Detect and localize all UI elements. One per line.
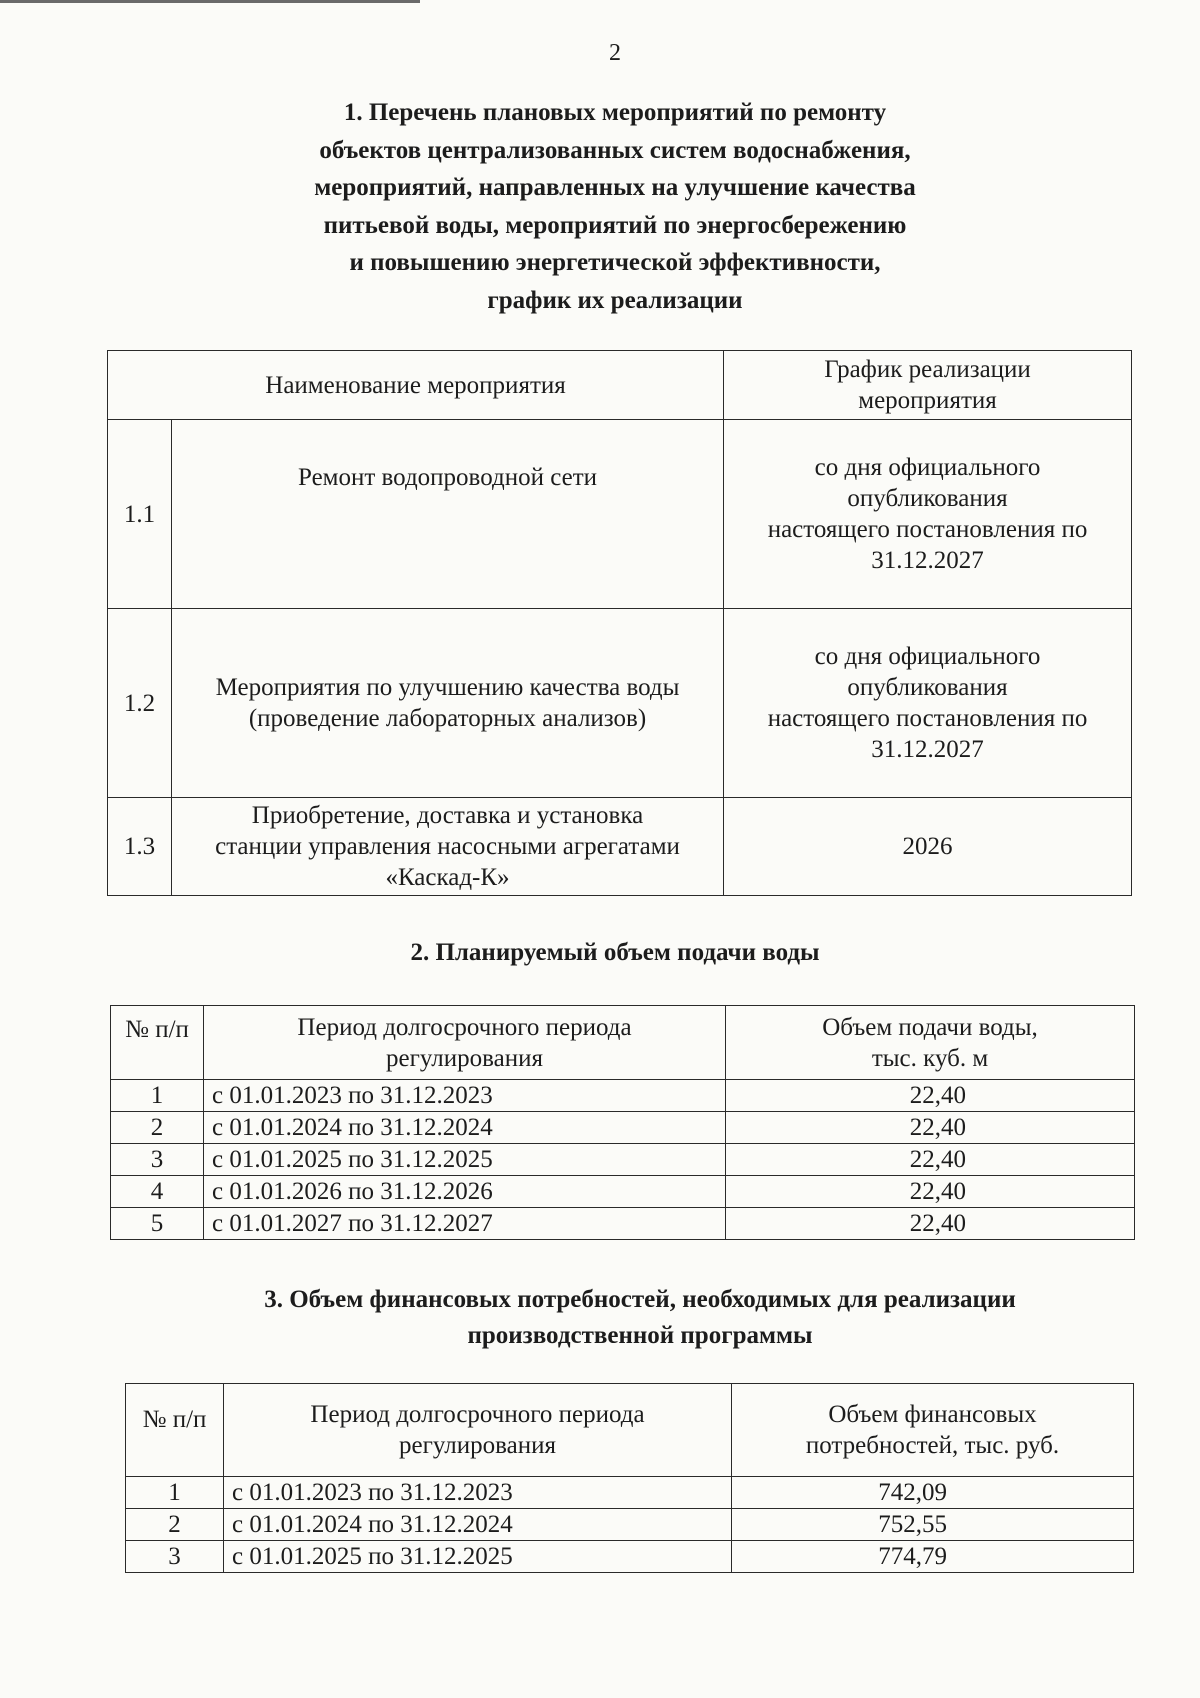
table-row bbox=[111, 1112, 1135, 1144]
section2-title: 2. Планируемый объем подачи воды bbox=[410, 939, 820, 966]
financial-needs-table bbox=[125, 1383, 1134, 1573]
water-volume: 22,40 bbox=[726, 1208, 1135, 1240]
table-header-row bbox=[111, 1006, 1135, 1080]
header-financial-needs: Объем финансовых потребностей, тыс. руб. bbox=[732, 1384, 1134, 1477]
table-header-row bbox=[108, 351, 1132, 420]
header-number: № п/п bbox=[126, 1384, 224, 1477]
water-volume: 22,40 bbox=[726, 1144, 1135, 1176]
measure-schedule: со дня официального опубликования настоящего постановления по 31.12.2027 bbox=[724, 609, 1132, 798]
table-header-row bbox=[126, 1384, 1134, 1477]
measure-name: Ремонт водопроводной сети bbox=[172, 420, 724, 609]
period: с 01.01.2023 по 31.12.2023 bbox=[224, 1477, 732, 1509]
water-volume: 22,40 bbox=[726, 1176, 1135, 1208]
table-row bbox=[126, 1509, 1134, 1541]
row-number: 5 bbox=[111, 1208, 204, 1240]
row-number: 3 bbox=[111, 1144, 204, 1176]
table-row bbox=[111, 1144, 1135, 1176]
table-row bbox=[111, 1080, 1135, 1112]
water-volume: 22,40 bbox=[726, 1112, 1135, 1144]
row-number: 1.1 bbox=[108, 420, 172, 609]
row-number: 1.2 bbox=[108, 609, 172, 798]
period: с 01.01.2027 по 31.12.2027 bbox=[204, 1208, 726, 1240]
measure-schedule: со дня официального опубликования настоящего постановления по 31.12.2027 bbox=[724, 420, 1132, 609]
period: с 01.01.2026 по 31.12.2026 bbox=[204, 1176, 726, 1208]
table-row bbox=[108, 798, 1132, 896]
measure-schedule: 2026 bbox=[724, 798, 1132, 896]
header-water-volume: Объем подачи воды, тыс. куб. м bbox=[726, 1006, 1135, 1080]
measures-table bbox=[107, 350, 1132, 896]
financial-needs: 752,55 bbox=[732, 1509, 1134, 1541]
water-volume: 22,40 bbox=[726, 1080, 1135, 1112]
financial-needs: 774,79 bbox=[732, 1541, 1134, 1573]
scan-edge bbox=[0, 0, 420, 3]
row-number: 3 bbox=[126, 1541, 224, 1573]
row-number: 1 bbox=[126, 1477, 224, 1509]
page-number: 2 bbox=[609, 40, 621, 66]
measure-name: Приобретение, доставка и установка станции управления насосными агрегатами «Каскад-К» bbox=[172, 798, 724, 896]
row-number: 1 bbox=[111, 1080, 204, 1112]
period: с 01.01.2023 по 31.12.2023 bbox=[204, 1080, 726, 1112]
header-schedule: График реализации мероприятия bbox=[724, 351, 1132, 420]
table-row bbox=[126, 1477, 1134, 1509]
header-number: № п/п bbox=[111, 1006, 204, 1080]
financial-needs: 742,09 bbox=[732, 1477, 1134, 1509]
header-period: Период долгосрочного периода регулирования bbox=[204, 1006, 726, 1080]
table-row bbox=[126, 1541, 1134, 1573]
section1-title: 1. Перечень плановых мероприятий по ремонту объектов централизованных систем водоснабжения, мероприятий, направленных на улучшение качества питьевой воды, мероприятий по энергосбережению и повышению энергетической эффективности, график их реализации bbox=[314, 99, 916, 314]
row-number: 1.3 bbox=[108, 798, 172, 896]
period: с 01.01.2024 по 31.12.2024 bbox=[204, 1112, 726, 1144]
table-row bbox=[111, 1176, 1135, 1208]
table-row bbox=[108, 420, 1132, 609]
table-row bbox=[111, 1208, 1135, 1240]
row-number: 2 bbox=[126, 1509, 224, 1541]
period: с 01.01.2025 по 31.12.2025 bbox=[204, 1144, 726, 1176]
period: с 01.01.2025 по 31.12.2025 bbox=[224, 1541, 732, 1573]
section3-title: 3. Объем финансовых потребностей, необходимых для реализации производственной программы bbox=[264, 1286, 1016, 1349]
header-measure-name: Наименование мероприятия bbox=[108, 351, 724, 420]
header-period: Период долгосрочного периода регулирования bbox=[224, 1384, 732, 1477]
row-number: 2 bbox=[111, 1112, 204, 1144]
table-row bbox=[108, 609, 1132, 798]
period: с 01.01.2024 по 31.12.2024 bbox=[224, 1509, 732, 1541]
row-number: 4 bbox=[111, 1176, 204, 1208]
measure-name: Мероприятия по улучшению качества воды (проведение лабораторных анализов) bbox=[172, 609, 724, 798]
water-volume-table bbox=[110, 1005, 1135, 1240]
